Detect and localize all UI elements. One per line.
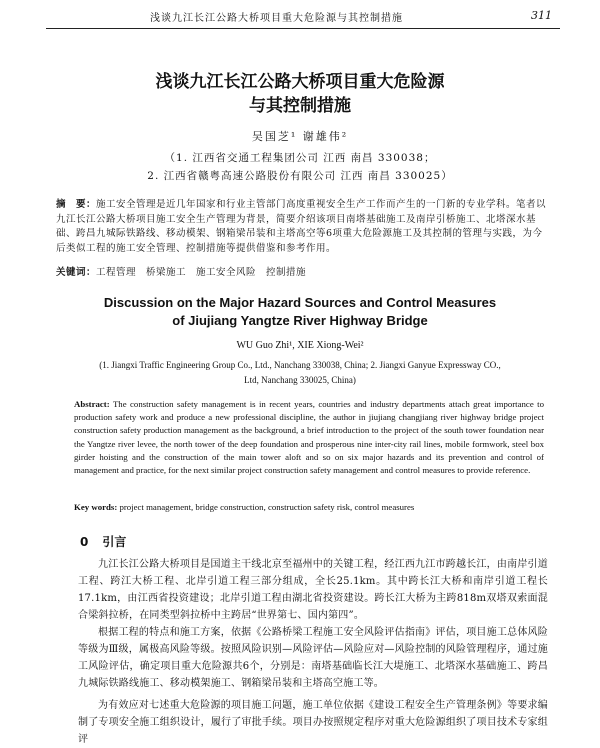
abstract-cn (56, 198, 552, 256)
authors-cn: 吴国芝¹ 谢雄伟² (251, 130, 349, 143)
body-paragraph: 根据工程的特点和施工方案，依据《公路桥梁工程施工安全风险评估指南》评估，项目施工总体风险等级为Ⅲ级，属极高风险等级。按照风险识别—风险评估—风险应对—风险控制的风险管理程序，通过施工风险评估，确定项目重大危险源共6个，分别是：南塔基础临长江大堤施工、北塔深水基础施工、跨昌九城际铁路线施工、移动模架施工、钢箱梁吊装和主塔高空施工等。 (78, 627, 548, 689)
affiliation-en-1: (1. Jiangxi Traffic Engineering Group Co., Ltd., Nanchang 330038, China; 2. Jiangxi Ganyue Expressway CO., (99, 360, 501, 370)
paper-title-cn-line1: 浅谈九江长江公路大桥项目重大危险源 (155, 72, 445, 92)
affiliation-cn-2: 2. 江西省赣粤高速公路股份有限公司 江西 南昌 330025） (147, 170, 453, 182)
keywords-cn-label: 关键词： (56, 267, 97, 278)
running-header (0, 6, 600, 28)
section-heading (80, 533, 126, 550)
running-title: 浅谈九江长江公路大桥项目重大危险源与其控制措施 (150, 13, 403, 24)
abstract-en (74, 398, 544, 477)
section-title: 引言 (102, 535, 127, 549)
keywords-cn (56, 266, 552, 281)
page-number: 311 (531, 9, 552, 22)
paper-title-en-line1: Discussion on the Major Hazard Sources and Control Measures (103, 295, 497, 310)
keywords-en (74, 502, 544, 512)
section-number: 0 (80, 535, 89, 549)
affiliation-en-2: Ltd, Nanchang 330025, China) (244, 375, 356, 385)
authors-en: WU Guo Zhi¹, XIE Xiong-Wei² (236, 340, 364, 351)
keywords-cn-text: 工程管理 桥梁施工 施工安全风险 控制措施 (96, 267, 307, 278)
keywords-en-text: project management, bridge construction, construction safety risk, control measures (119, 502, 415, 512)
header-rule (46, 28, 560, 29)
abstract-en-label: Abstract: (74, 399, 110, 409)
abstract-en-text: The construction safety management is in recent years, countries and industry departments attach great importance to production safety work and produce a new professional discipline, the author in jiujiang changjiang river highway bridge project construction safety production management as the background, a brief introduction to the project of the south tower foundation near the Yangtze river levee, the north tower of the deep foundation and prosperous nine inter-city rail lines, mobile formwork, steel box girder hoisting and the construction of the main tower aloft and so on six major hazards and its prevention and control of management and practice, for the next similar project construction safety management and control measures to provide reference. (74, 399, 544, 476)
paper-title-cn-line2: 与其控制措施 (249, 96, 351, 116)
body-paragraph: 为有效应对七述重大危险源的项目施工问题，施工单位依据《建设工程安全生产管理条例》等要求编制了专项安全施工组织设计，履行了审批手续。项目办按照规定程序对重大危险源组织了项目技术专家组评 (78, 700, 548, 745)
affiliation-cn-1: （1. 江西省交通工程集团公司 江西 南昌 330038； (164, 152, 436, 164)
abstract-cn-text: 施工安全管理是近几年国家和行业主管部门高度重视安全生产工作而产生的一门新的专业学科。笔者以九江长江公路大桥项目施工安全生产管理为背景，简要介绍该项目南塔基础施工及南岸引桥施工、北塔深水基础、跨昌九城际铁路线、移动模架、钢箱梁吊装和主塔高空等6项重大危险源施工及其控制的管理与实践，为今后类似工程的施工安全管理、控制措施等提供借鉴和参考作用。 (56, 199, 547, 254)
body-paragraph: 九江长江公路大桥项目是国道主干线北京至福州中的关键工程，经江西九江市跨越长江，由南岸引道工程、跨江大桥工程、北岸引道工程三部分组成，全长25.1km。其中跨长江大桥和南岸引道工程长17.1km，由江西省投资建设；北岸引道工程由湖北省投资建设。跨长江大桥为主跨818m双塔双索面混合梁斜拉桥，在同类型斜拉桥中主跨居“世界第七、国内第四”。 (78, 559, 548, 621)
paper-title-en-line2: of Jiujiang Yangtze River Highway Bridge (172, 313, 428, 328)
abstract-cn-label: 摘 要： (56, 199, 97, 210)
keywords-en-label: Key words: (74, 502, 118, 512)
